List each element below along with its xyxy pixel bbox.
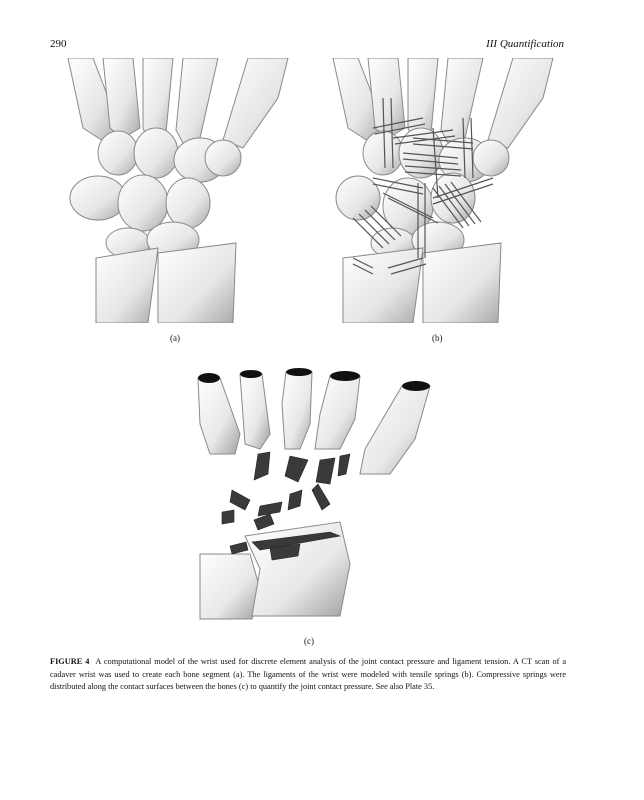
page-number: 290 — [50, 38, 67, 50]
figure-panel-a — [48, 58, 300, 323]
wrist-contact-springs-render-c — [190, 364, 444, 626]
panel-b-label: (b) — [432, 333, 443, 343]
figure-caption — [50, 656, 566, 694]
caption-lead: FIGURE 4 — [50, 657, 90, 666]
figure-panel-b — [313, 58, 565, 323]
caption-text: A computational model of the wrist used for discrete element analysis of the joint contact pressure and ligament tension. A CT scan of a cadaver wrist was used to create each bone segment (a). The ligaments of the wrist were modeled with tensile springs (b). Compressive springs were distributed along the contact surfaces between the bones (c) to quantify the joint contact pressure. See also Plate 35. — [50, 657, 567, 692]
wrist-ligaments-render-b — [313, 58, 565, 323]
wrist-bones-render-a — [48, 58, 300, 323]
panel-c-label: (c) — [304, 636, 314, 646]
running-head: III Quantification — [486, 38, 564, 50]
panel-a-label: (a) — [170, 333, 180, 343]
figure-panel-c — [190, 364, 444, 626]
